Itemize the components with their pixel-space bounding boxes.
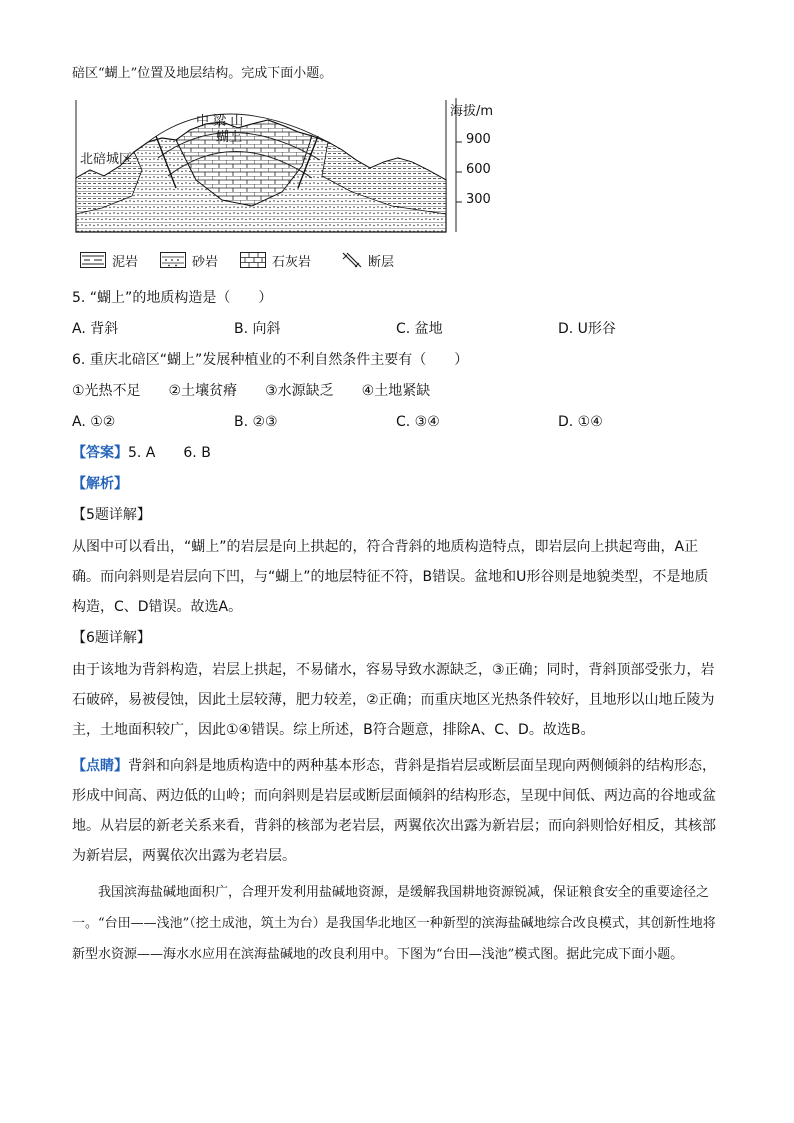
legend-sandstone bbox=[160, 250, 218, 270]
q5-option-b: B. 向斜 bbox=[234, 321, 281, 337]
answer-text: 5. A 6. B bbox=[128, 445, 211, 461]
question-6-stem: 6. 重庆北碚区“蝴上”发展种植业的不利自然条件主要有（ ） bbox=[72, 352, 469, 368]
elevation-tick-300: 300 bbox=[466, 192, 491, 207]
q6-option-d: D. ①④ bbox=[558, 414, 603, 430]
intro-text: 碚区“蝴上”位置及地层结构。完成下面小题。 bbox=[72, 66, 333, 81]
detail-6-tag: 【6题详解】 bbox=[72, 630, 151, 646]
legend-mudstone bbox=[80, 250, 138, 270]
tip-text: 背斜和向斜是地质构造中的两种基本形态，背斜是指岩层或断层面呈现向两侧倾斜的结构形态，形成中间高、两边低的山岭；而向斜则是岩层或断层面倾斜的结构形态，呈现中间低、两边高的谷地或盆地。从岩层的新老关系来看，背斜的核部为老岩层，两翼依次出露为新岩层；而向斜则恰好相反，其核部为新岩层，两翼依次出露为老岩层。 bbox=[72, 758, 716, 864]
question-5-stem: 5. “蝴上”的地质构造是（ ） bbox=[72, 290, 273, 306]
mudstone-pattern-icon bbox=[80, 252, 106, 268]
tip-tag: 【点睛】 bbox=[72, 758, 128, 774]
sandstone-pattern-icon bbox=[160, 252, 186, 268]
elevation-title: 海拔/m bbox=[450, 104, 494, 119]
place-label: 蝴上 bbox=[216, 130, 243, 145]
question-6-factors: ①光热不足 ②土壤贫瘠 ③水源缺乏 ④土地紧缺 bbox=[72, 383, 431, 399]
limestone-pattern-icon bbox=[240, 252, 266, 268]
mountain-label: 中 梁 山 bbox=[196, 114, 244, 129]
cross-section-diagram bbox=[72, 96, 512, 276]
legend-label: 断层 bbox=[368, 254, 395, 270]
answer-line bbox=[72, 443, 211, 463]
city-label: 北碚城区 bbox=[80, 152, 133, 167]
q5-option-d: D. U形谷 bbox=[558, 321, 616, 337]
tip-paragraph bbox=[72, 751, 720, 871]
detail-5-text: 从图中可以看出，“蝴上”的岩层是向上拱起的，符合背斜的地质构造特点，即岩层向上拱起弯曲，A正确。而向斜则是岩层向下凹，与“蝴上”的地层特征不符，B错误。盆地和U形谷则是地貌类型，不是地质构造，C、D错误。故选A。 bbox=[72, 539, 709, 615]
answer-tag: 【答案】 bbox=[72, 445, 128, 461]
legend-label: 泥岩 bbox=[112, 254, 139, 270]
elevation-tick-600: 600 bbox=[466, 162, 491, 177]
detail-6-text: 由于该地为背斜构造，岩层上拱起，不易储水，容易导致水源缺乏，③正确；同时，背斜顶部受张力，岩石破碎，易被侵蚀，因此土层较薄，肥力较差，②正确；而重庆地区光热条件较好，且地形以山地丘陵为主，土地面积较广，因此①④错误。综上所述，B符合题意，排除A、C、D。故选B。 bbox=[72, 662, 715, 738]
q6-option-c: C. ③④ bbox=[396, 414, 440, 430]
elevation-tick-900: 900 bbox=[466, 132, 491, 147]
analysis-tag: 【解析】 bbox=[72, 476, 128, 492]
detail-5-tag: 【5题详解】 bbox=[72, 507, 151, 523]
legend-label: 砂岩 bbox=[192, 254, 219, 270]
next-intro-text: 我国滨海盐碱地面积广，合理开发利用盐碱地资源，是缓解我国耕地资源锐减，保证粮食安全的重要途径之一。“台田——浅池”（挖土成池，筑土为台）是我国华北地区一种新型的滨海盐碱地综合改良模式，其创新性地将新型水资源——海水水应用在滨海盐碱地的改良利用中。下图为“台田—浅池”模式图。据此完成下面小题。 bbox=[72, 885, 716, 962]
legend-limestone bbox=[240, 250, 311, 270]
legend-fault bbox=[340, 250, 394, 270]
q5-option-a: A. 背斜 bbox=[72, 321, 119, 337]
fault-symbol-icon bbox=[340, 251, 362, 269]
q5-option-c: C. 盆地 bbox=[396, 321, 443, 337]
q6-option-a: A. ①② bbox=[72, 414, 116, 430]
legend-label: 石灰岩 bbox=[272, 254, 312, 270]
q6-option-b: B. ②③ bbox=[234, 414, 278, 430]
